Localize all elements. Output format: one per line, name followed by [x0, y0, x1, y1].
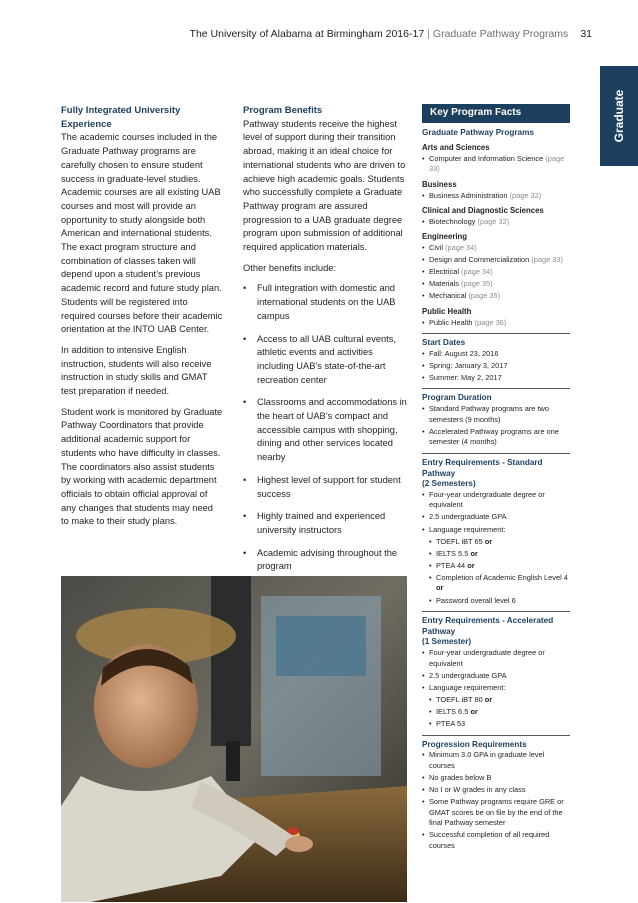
benefit-item: • Full integration with domestic and international students on the UAB campus — [243, 282, 408, 323]
category-name: Clinical and Diagnostic Sciences — [422, 206, 544, 216]
requirement-item: • 2.5 undergraduate GPA — [422, 512, 570, 523]
divider — [422, 388, 570, 389]
progression-item: • Successful completion of all required courses — [422, 830, 570, 851]
language-option-text: TOEFL iBT 65 — [436, 536, 483, 546]
side-tab-label: Graduate — [612, 89, 626, 143]
col1-paragraph: Student work is monitored by Graduate Pathway Coordinators that provide additional academic support for students who have difficulty in classes. The coordinators also assist students by working with academic department officials to obtain official approval of any changes that students may need to make to their study plans. — [61, 406, 223, 527]
duration-item: • Standard Pathway programs are two semesters (9 months) — [422, 404, 570, 425]
entry-standard-title-line: Entry Requirements - Standard Pathway — [422, 457, 543, 478]
language-option-text: Password overall level 6 — [436, 595, 516, 605]
page-ref: (page 35) — [461, 279, 493, 289]
program-item — [422, 243, 570, 254]
duration-list — [422, 404, 570, 448]
entry-standard-title-line: (2 Semesters) — [422, 479, 476, 489]
language-option — [422, 719, 570, 730]
category-name: Arts and Sciences — [422, 143, 490, 153]
language-option-text: Completion of Academic English Level 4 — [436, 572, 568, 582]
program-item — [422, 154, 570, 175]
requirement-item: • Four-year undergraduate degree or equivalent — [422, 490, 570, 511]
progression-item: • Some Pathway programs require GRE or GMAT scores be on file by the end of the final Pathway semester — [422, 797, 570, 829]
language-option-text: PTEA 53 — [436, 719, 466, 728]
program-name: Computer and Information Science — [429, 153, 544, 163]
language-option — [422, 573, 570, 594]
column-program-benefits — [243, 104, 408, 583]
header-section: Graduate Pathway Programs — [432, 28, 569, 40]
language-option-text: PTEA 44 — [436, 560, 466, 570]
entry-standard-list — [422, 490, 570, 606]
program-item — [422, 279, 570, 290]
page-ref: (page 32) — [477, 216, 510, 226]
program-name: Public Health — [429, 317, 473, 327]
start-date-item: • Fall: August 23, 2016 — [422, 349, 570, 360]
requirement-item: • 2.5 undergraduate GPA — [422, 671, 570, 682]
column-integrated-experience — [61, 104, 223, 536]
or-label: or — [484, 536, 493, 546]
col2-paragraph: Pathway students receive the highest level of support during their transition abroad, making it an ideal choice for international students who are driven to achieve high academic goals. Students who successfully complete a Graduate Pathway program are assured progression to a UAB graduate degree program upon submission of additional required application materials. — [243, 118, 406, 253]
key-facts-panel — [422, 104, 570, 853]
page-ref: (page 33) — [531, 255, 563, 265]
divider — [422, 453, 570, 454]
category-list — [422, 217, 570, 228]
category-name: Business — [422, 179, 457, 189]
duration-item: • Accelerated Pathway programs are one semester (4 months) — [422, 427, 570, 448]
page-ref: (page 34) — [445, 242, 477, 252]
category-name: Engineering — [422, 232, 468, 242]
entry-accelerated-title-line: (1 Semester) — [422, 637, 472, 647]
program-item — [422, 291, 570, 302]
program-name: Design and Commercialization — [429, 255, 530, 265]
progression-item: • Minimum 3.0 GPA in graduate level courses — [422, 750, 570, 771]
progression-title: Progression Requirements — [422, 739, 527, 749]
program-name: Mechanical — [429, 291, 467, 301]
or-label: or — [467, 560, 475, 570]
page-ref: (page 32) — [509, 190, 542, 200]
or-label: or — [470, 548, 478, 558]
language-option-text: IELTS 6.5 — [436, 706, 469, 716]
progression-item: • No grades below B — [422, 773, 570, 784]
program-item — [422, 255, 570, 266]
category-list — [422, 154, 570, 175]
benefit-item: • Academic advising throughout the program — [243, 547, 408, 574]
entry-standard-title — [422, 458, 570, 490]
program-item — [422, 318, 570, 329]
entry-accelerated-title-line: Entry Requirements - Accelerated Pathway — [422, 616, 554, 636]
side-tab — [600, 66, 638, 166]
language-option — [422, 549, 570, 560]
benefit-item: • Classrooms and accommodations in the heart of UAB’s compact and accessible campus with shopping, dining and other services located nearby — [243, 396, 408, 465]
program-item — [422, 217, 570, 228]
program-name: Business Administration — [429, 190, 508, 200]
language-option — [422, 707, 570, 718]
language-option — [422, 561, 570, 572]
program-name: Materials — [429, 279, 459, 289]
program-item — [422, 267, 570, 278]
start-date-item: • Summer: May 2, 2017 — [422, 373, 570, 384]
language-option — [422, 596, 570, 607]
benefits-list — [243, 282, 408, 574]
duration-title: Program Duration — [422, 393, 492, 403]
divider — [422, 611, 570, 612]
col1-paragraph: The academic courses included in the Graduate Pathway programs are carefully chosen to ensure student success in graduate-level studies. Academic courses are all existing UAB courses and most will provide an opportunity to study alongside both American and international students. The exact program structure and combination of classes taken will depend upon a student’s previous academic record and future study plan. Students will be registered into required courses before their academic orientation at the INTO UAB Center. — [61, 132, 223, 335]
category-list — [422, 243, 570, 302]
requirement-item: • Language requirement: — [422, 683, 570, 694]
program-name: Civil — [429, 242, 443, 252]
col1-paragraph: In addition to intensive English instruction, students will also receive instruction in study skills and GMAT test preparation if needed. — [61, 344, 212, 397]
or-label: or — [436, 583, 444, 593]
requirement-item: • Four-year undergraduate degree or equivalent — [422, 648, 570, 669]
or-label: or — [470, 706, 478, 716]
program-name: Electrical — [429, 267, 459, 277]
benefit-item: • Access to all UAB cultural events, athletic events and activities including UAB’s state-of-the-art recreation center — [243, 333, 408, 388]
progression-list — [422, 750, 570, 851]
header-title: The University of Alabama at Birmingham 2016-17 — [189, 28, 425, 40]
divider — [422, 333, 570, 334]
entry-accelerated-list — [422, 648, 570, 730]
page-ref: (page 35) — [468, 291, 501, 301]
page-ref: (page 36) — [474, 317, 507, 327]
page-number: 31 — [580, 28, 592, 40]
col1-heading: Fully Integrated University Experience — [61, 105, 181, 130]
key-facts-title: Key Program Facts — [422, 104, 570, 123]
header-separator: | — [427, 28, 430, 40]
start-dates-title: Start Dates — [422, 338, 466, 348]
divider — [422, 735, 570, 736]
page-ref: (page 33) — [429, 153, 565, 174]
category-name: Public Health — [422, 306, 472, 316]
language-option-text: IELTS 5.5 — [436, 548, 469, 558]
start-dates-list — [422, 349, 570, 384]
programs-title: Graduate Pathway Programs — [422, 127, 534, 137]
benefits-intro: Other benefits include: — [243, 262, 337, 273]
progression-item: • No I or W grades in any class — [422, 785, 570, 796]
program-item — [422, 191, 570, 202]
start-date-item: • Spring: January 3, 2017 — [422, 361, 570, 372]
benefit-item: • Highly trained and experienced university instructors — [243, 510, 408, 537]
or-label: or — [484, 694, 493, 704]
benefit-item: • Highest level of support for student success — [243, 474, 408, 501]
requirement-item: • Language requirement: — [422, 525, 570, 536]
page-ref: (page 34) — [461, 267, 493, 277]
page-header — [190, 28, 592, 40]
category-list — [422, 191, 570, 202]
program-name: Biotechnology — [429, 216, 476, 226]
category-list — [422, 318, 570, 329]
col2-heading: Program Benefits — [243, 105, 323, 116]
language-option-text: TOEFL iBT 80 — [436, 694, 483, 704]
entry-accelerated-title — [422, 616, 570, 648]
photo-illustration — [61, 576, 407, 902]
language-option — [422, 695, 570, 706]
student-lab-photo — [61, 576, 407, 902]
language-option — [422, 537, 570, 548]
